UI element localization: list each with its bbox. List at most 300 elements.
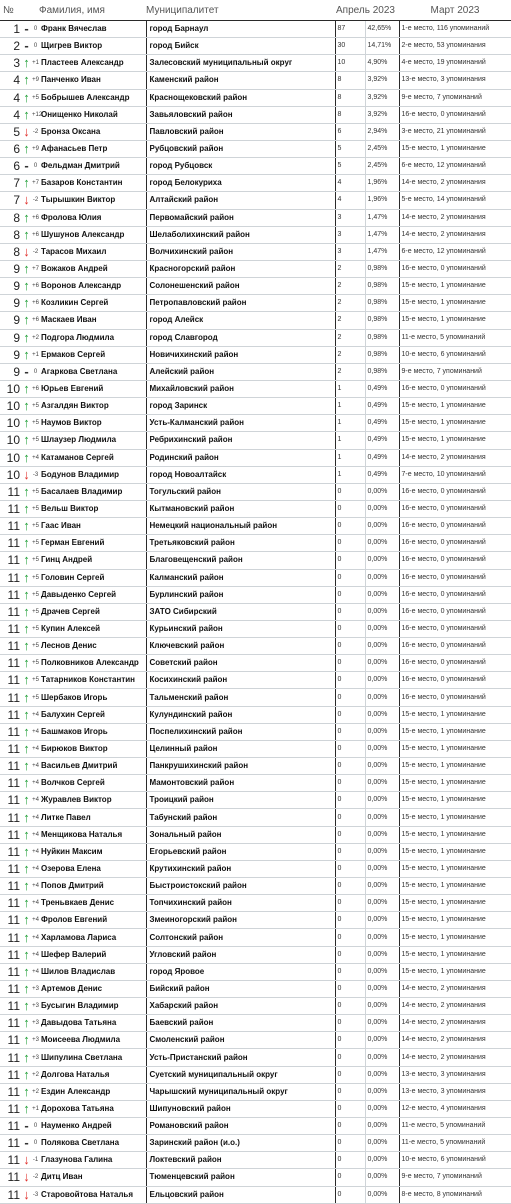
municipality-name: Быстроистокский район [146,878,335,895]
rank-cell: 11 [0,620,21,637]
person-name: Агаркова Светлана [39,363,146,380]
table-row [0,1100,511,1117]
municipality-name: Третьяковский район [146,535,335,552]
person-name: Васильев Дмитрий [39,758,146,775]
mention-percent: 0,98% [365,312,399,329]
march-result: 14-е место, 2 упоминания [399,226,511,243]
rank-change: 0 [32,21,39,38]
table-row [0,209,511,226]
municipality-name: Бийский район [146,980,335,997]
mention-percent: 1,47% [365,243,399,260]
rank-cell: 2 [0,38,21,55]
person-name: Купин Алексей [39,620,146,637]
rank-cell: 6 [0,158,21,175]
march-result: 15-е место, 1 упоминание [399,843,511,860]
mention-percent: 2,94% [365,123,399,140]
march-result: 14-е место, 2 упоминания [399,980,511,997]
mention-count: 0 [335,483,365,500]
march-result: 10-е место, 6 упоминаний [399,1152,511,1169]
trend-up-icon: ↑ [21,72,32,89]
march-result: 11-е место, 5 упоминаний [399,329,511,346]
rank-cell: 10 [0,380,21,397]
table-row [0,620,511,637]
municipality-name: Суетский муниципальный округ [146,1066,335,1083]
rank-change: +3 [32,998,39,1015]
person-name: Полякова Светлана [39,1135,146,1152]
mention-percent: 0,00% [365,1152,399,1169]
mention-percent: 0,00% [365,500,399,517]
mention-percent: 0,00% [365,740,399,757]
person-name: Фельдман Дмитрий [39,158,146,175]
mention-count: 0 [335,809,365,826]
mention-percent: 2,45% [365,140,399,157]
rank-change: +4 [32,963,39,980]
mention-count: 3 [335,209,365,226]
municipality-name: Ключевский район [146,638,335,655]
mention-count: 0 [335,1083,365,1100]
mention-count: 0 [335,1135,365,1152]
trend-up-icon: ↑ [21,518,32,535]
rank-cell: 11 [0,758,21,775]
municipality-name: Волчихинский район [146,243,335,260]
municipality-name: Солонешенский район [146,278,335,295]
mention-count: 5 [335,158,365,175]
table-row [0,295,511,312]
march-result: 16-е место, 0 упоминаний [399,106,511,123]
march-result: 14-е место, 2 упоминания [399,1015,511,1032]
person-name: Вожаков Андрей [39,260,146,277]
march-result: 15-е место, 1 упоминание [399,809,511,826]
march-result: 13-е место, 3 упоминания [399,1066,511,1083]
rank-cell: 10 [0,432,21,449]
municipality-name: Шипуновский район [146,1100,335,1117]
table-row [0,552,511,569]
mention-count: 30 [335,38,365,55]
rank-cell: 11 [0,1169,21,1186]
trend-up-icon: ↑ [21,260,32,277]
march-result: 9-е место, 7 упоминаний [399,363,511,380]
mention-count: 0 [335,878,365,895]
mention-percent: 0,00% [365,638,399,655]
rank-change: -1 [32,1152,39,1169]
mention-count: 0 [335,603,365,620]
trend-up-icon: ↑ [21,620,32,637]
mention-count: 1 [335,415,365,432]
march-result: 15-е место, 1 упоминание [399,723,511,740]
person-name: Гинц Андрей [39,552,146,569]
march-result: 6-е место, 12 упоминаний [399,158,511,175]
table-row [0,106,511,123]
mention-count: 0 [335,1066,365,1083]
march-result: 16-е место, 0 упоминаний [399,380,511,397]
mention-count: 0 [335,586,365,603]
municipality-name: Красногорский район [146,260,335,277]
mention-count: 2 [335,329,365,346]
rank-cell: 11 [0,672,21,689]
rank-change: +3 [32,1049,39,1066]
trend-up-icon: ↑ [21,878,32,895]
person-name: Фролов Евгений [39,912,146,929]
rank-change: +4 [32,878,39,895]
rank-cell: 11 [0,963,21,980]
table-row [0,1186,511,1203]
rank-change: +1 [32,55,39,72]
rank-change: +4 [32,912,39,929]
rank-change: +4 [32,843,39,860]
trend-up-icon: ↑ [21,89,32,106]
rank-cell: 11 [0,1083,21,1100]
rank-cell: 11 [0,809,21,826]
rank-cell: 11 [0,1186,21,1203]
mention-count: 2 [335,312,365,329]
header-municipality: Муниципалитет [146,0,335,21]
trend-up-icon: ↑ [21,380,32,397]
person-name: Подгора Людмила [39,329,146,346]
person-name: Харламова Лариса [39,929,146,946]
rank-cell: 1 [0,21,21,38]
mention-count: 0 [335,672,365,689]
person-name: Азгалдян Виктор [39,398,146,415]
mention-count: 0 [335,1100,365,1117]
municipality-name: Родинский район [146,449,335,466]
trend-same-icon: - [21,38,32,55]
rank-change: +3 [32,1032,39,1049]
march-result: 14-е место, 2 упоминания [399,209,511,226]
person-name: Панченко Иван [39,72,146,89]
rank-cell: 11 [0,1118,21,1135]
mention-percent: 0,98% [365,363,399,380]
municipality-name: Табунский район [146,809,335,826]
person-name: Дорохова Татьяна [39,1100,146,1117]
trend-up-icon: ↑ [21,535,32,552]
trend-up-icon: ↑ [21,500,32,517]
rank-cell: 11 [0,603,21,620]
mention-percent: 0,00% [365,1032,399,1049]
mention-percent: 0,00% [365,809,399,826]
rank-cell: 11 [0,946,21,963]
table-row [0,1135,511,1152]
mention-percent: 0,00% [365,672,399,689]
table-row [0,569,511,586]
person-name: Головин Сергей [39,569,146,586]
person-name: Басалаев Владимир [39,483,146,500]
trend-up-icon: ↑ [21,1032,32,1049]
rank-cell: 11 [0,500,21,517]
table-row [0,415,511,432]
march-result: 6-е место, 12 упоминаний [399,243,511,260]
rank-change: +5 [32,483,39,500]
person-name: Волчков Сергей [39,775,146,792]
rank-cell: 10 [0,449,21,466]
mention-count: 0 [335,569,365,586]
march-result: 15-е место, 1 упоминание [399,758,511,775]
table-row [0,998,511,1015]
rank-cell: 11 [0,792,21,809]
trend-up-icon: ↑ [21,655,32,672]
mention-percent: 0,00% [365,929,399,946]
table-row [0,912,511,929]
trend-down-icon: ↓ [21,123,32,140]
rank-cell: 11 [0,740,21,757]
person-name: Бронза Оксана [39,123,146,140]
trend-up-icon: ↑ [21,843,32,860]
mention-percent: 0,00% [365,1118,399,1135]
rank-cell: 11 [0,483,21,500]
table-row [0,1032,511,1049]
march-result: 15-е место, 1 упоминание [399,706,511,723]
person-name: Леснов Денис [39,638,146,655]
march-result: 16-е место, 0 упоминаний [399,620,511,637]
mention-percent: 0,00% [365,483,399,500]
march-result: 16-е место, 0 упоминаний [399,518,511,535]
person-name: Моисеева Людмила [39,1032,146,1049]
march-result: 11-е место, 5 упоминаний [399,1135,511,1152]
march-result: 15-е место, 1 упоминание [399,295,511,312]
mention-count: 0 [335,620,365,637]
rank-change: -2 [32,243,39,260]
table-row [0,740,511,757]
trend-up-icon: ↑ [21,946,32,963]
mention-count: 0 [335,1152,365,1169]
trend-up-icon: ↑ [21,826,32,843]
march-result: 15-е место, 1 упоминание [399,740,511,757]
mention-count: 0 [335,758,365,775]
march-result: 15-е место, 1 упоминание [399,929,511,946]
municipality-name: город Яровое [146,963,335,980]
march-result: 15-е место, 1 упоминание [399,963,511,980]
rank-change: +2 [32,329,39,346]
mention-percent: 0,00% [365,1049,399,1066]
mention-percent: 0,00% [365,620,399,637]
march-result: 15-е место, 1 упоминание [399,826,511,843]
mention-count: 1 [335,449,365,466]
march-result: 16-е место, 0 упоминаний [399,586,511,603]
person-name: Маскаев Иван [39,312,146,329]
mention-percent: 0,98% [365,260,399,277]
rank-change: +3 [32,980,39,997]
march-result: 13-е место, 3 упоминания [399,72,511,89]
person-name: Ермаков Сергей [39,346,146,363]
march-result: 16-е место, 0 упоминаний [399,689,511,706]
municipality-name: ЗАТО Сибирский [146,603,335,620]
mention-count: 0 [335,655,365,672]
rank-change: +5 [32,655,39,672]
table-header [0,0,511,21]
person-name: Онищенко Николай [39,106,146,123]
person-name: Треньвкаев Денис [39,895,146,912]
mention-percent: 0,98% [365,295,399,312]
mention-percent: 0,00% [365,775,399,792]
person-name: Ездин Александр [39,1083,146,1100]
mention-percent: 1,47% [365,209,399,226]
mention-count: 87 [335,21,365,38]
rank-cell: 11 [0,826,21,843]
march-result: 16-е место, 0 упоминаний [399,552,511,569]
municipality-name: город Бийск [146,38,335,55]
table-row [0,158,511,175]
table-row [0,655,511,672]
mention-percent: 0,49% [365,398,399,415]
mention-count: 0 [335,723,365,740]
trend-up-icon: ↑ [21,209,32,226]
trend-up-icon: ↑ [21,312,32,329]
table-row [0,483,511,500]
rank-change: +5 [32,89,39,106]
march-result: 15-е место, 1 упоминание [399,432,511,449]
table-row [0,895,511,912]
municipality-name: Тальменский район [146,689,335,706]
table-row [0,312,511,329]
table-row [0,672,511,689]
rank-change: +5 [32,603,39,620]
rank-change: +1 [32,346,39,363]
rank-change: +5 [32,586,39,603]
mention-count: 3 [335,243,365,260]
municipality-name: город Новоалтайск [146,466,335,483]
header-rank: № [0,0,39,21]
march-result: 2-е место, 53 упоминания [399,38,511,55]
trend-down-icon: ↓ [21,243,32,260]
rank-change: +6 [32,312,39,329]
table-row [0,329,511,346]
municipality-name: Топчихинский район [146,895,335,912]
table-row [0,1152,511,1169]
person-name: Фролова Юлия [39,209,146,226]
mention-count: 0 [335,1032,365,1049]
table-body [0,21,511,1204]
rank-cell: 11 [0,860,21,877]
mention-percent: 0,00% [365,843,399,860]
header-name: Фамилия, имя [39,0,146,21]
municipality-name: Кулундинский район [146,706,335,723]
trend-down-icon: ↓ [21,1152,32,1169]
rank-change: +4 [32,740,39,757]
rank-cell: 11 [0,586,21,603]
rank-cell: 9 [0,329,21,346]
mention-percent: 1,96% [365,192,399,209]
rank-change: 0 [32,158,39,175]
municipality-name: город Алейск [146,312,335,329]
march-result: 8-е место, 8 упоминаний [399,1186,511,1203]
table-row [0,1118,511,1135]
mention-percent: 0,49% [365,380,399,397]
person-name: Франк Вячеслав [39,21,146,38]
person-name: Давыдова Татьяна [39,1015,146,1032]
mention-count: 0 [335,792,365,809]
table-row [0,449,511,466]
rank-cell: 11 [0,895,21,912]
trend-up-icon: ↑ [21,963,32,980]
rank-cell: 8 [0,226,21,243]
rank-cell: 9 [0,363,21,380]
rank-cell: 10 [0,398,21,415]
municipality-name: Каменский район [146,72,335,89]
rank-cell: 11 [0,706,21,723]
person-name: Литке Павел [39,809,146,826]
table-row [0,1169,511,1186]
trend-up-icon: ↑ [21,569,32,586]
rank-change: +4 [32,775,39,792]
header-april: Апрель 2023 [335,0,399,21]
table-row [0,1049,511,1066]
rank-cell: 11 [0,929,21,946]
mention-percent: 0,00% [365,723,399,740]
rank-change: 0 [32,363,39,380]
table-row [0,398,511,415]
table-row [0,72,511,89]
mention-percent: 0,49% [365,466,399,483]
mention-percent: 0,00% [365,535,399,552]
table-row [0,843,511,860]
table-row [0,243,511,260]
trend-up-icon: ↑ [21,1015,32,1032]
mention-percent: 0,00% [365,758,399,775]
table-row [0,723,511,740]
rank-cell: 6 [0,140,21,157]
table-row [0,860,511,877]
rank-cell: 10 [0,466,21,483]
person-name: Шилов Владислав [39,963,146,980]
rank-cell: 9 [0,278,21,295]
municipality-name: Угловский район [146,946,335,963]
mention-count: 4 [335,192,365,209]
mention-percent: 0,00% [365,878,399,895]
mention-count: 5 [335,140,365,157]
trend-up-icon: ↑ [21,295,32,312]
table-row [0,55,511,72]
person-name: Балухин Сергей [39,706,146,723]
march-result: 12-е место, 4 упоминания [399,1100,511,1117]
rank-change: +7 [32,175,39,192]
march-result: 16-е место, 0 упоминаний [399,569,511,586]
person-name: Нуйкин Максим [39,843,146,860]
rank-change: -3 [32,466,39,483]
municipality-name: Усть-Пристанский район [146,1049,335,1066]
table-row [0,963,511,980]
person-name: Глазунова Галина [39,1152,146,1169]
municipality-name: Солтонский район [146,929,335,946]
table-row [0,432,511,449]
rank-cell: 11 [0,1066,21,1083]
march-result: 11-е место, 5 упоминаний [399,1118,511,1135]
mention-count: 0 [335,980,365,997]
rank-change: +4 [32,706,39,723]
mention-count: 0 [335,946,365,963]
mention-percent: 0,00% [365,655,399,672]
table-row [0,638,511,655]
person-name: Шефер Валерий [39,946,146,963]
march-result: 15-е место, 1 упоминание [399,860,511,877]
rank-change: +5 [32,552,39,569]
trend-up-icon: ↑ [21,483,32,500]
trend-same-icon: - [21,158,32,175]
mention-percent: 0,98% [365,346,399,363]
municipality-name: Благовещенский район [146,552,335,569]
trend-up-icon: ↑ [21,689,32,706]
mention-percent: 0,00% [365,689,399,706]
trend-up-icon: ↑ [21,1049,32,1066]
municipality-name: Троицкий район [146,792,335,809]
mention-count: 0 [335,500,365,517]
rank-cell: 11 [0,1135,21,1152]
person-name: Старовойтова Наталья [39,1186,146,1203]
trend-up-icon: ↑ [21,552,32,569]
table-row [0,260,511,277]
rank-cell: 11 [0,1152,21,1169]
municipality-name: Завьяловский район [146,106,335,123]
mention-percent: 0,00% [365,912,399,929]
mention-percent: 14,71% [365,38,399,55]
